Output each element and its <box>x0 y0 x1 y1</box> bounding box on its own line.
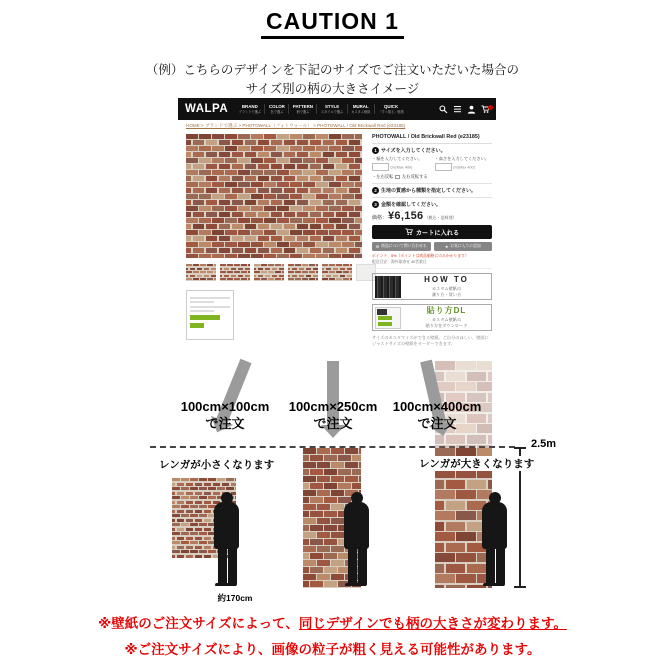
warning-line-1: ※壁紙のご注文サイズによって、同じデザインでも柄の大きさが変わります。 <box>98 616 567 631</box>
wall-height-label: 2.5m <box>531 438 557 450</box>
thumbnail-3[interactable] <box>254 264 284 281</box>
point-note: ポイント：5%（ポイントは商品価格にのみかかります） <box>372 254 469 258</box>
subtitle-line-2: サイズ別の柄の大きさイメージ <box>245 82 420 97</box>
search-icon[interactable] <box>439 105 448 114</box>
add-to-cart-button[interactable]: カートに入れる <box>372 225 492 239</box>
width-unit: cm(Max 400) <box>390 165 413 170</box>
flip-checkbox[interactable] <box>395 175 400 180</box>
mail-icon: ✉ <box>375 245 380 249</box>
order-label-100x250: 100cm×250cm で注文 <box>288 399 378 431</box>
step-2: 2 生地の質感から種類を指定してください。 <box>372 187 492 194</box>
webshop-screenshot <box>178 98 496 360</box>
step-3: 3 金額を確認してください。 <box>372 201 492 208</box>
nav-item-pattern[interactable]: PATTERN 柄で選ぶ <box>288 104 316 114</box>
flip-label: ・左右反転 <box>372 174 394 179</box>
site-header <box>178 98 496 120</box>
star-icon: ★ <box>444 245 449 249</box>
person-silhouette-middle <box>340 492 376 589</box>
secondary-buttons <box>372 242 492 251</box>
order-label-100x100: 100cm×100cm で注文 <box>180 399 270 431</box>
size-diagram-thumbnail <box>186 290 234 340</box>
caption-bricks-smaller: レンガが小さくなります <box>159 459 275 471</box>
breadcrumb[interactable]: HOME > ブランドで選ぶ > PHOTOWALL（フォトウォール） > PHOTOWALL / Old Brickwall Red (e23185) <box>186 123 406 128</box>
walpa-logo[interactable]: WALPA <box>185 103 229 115</box>
howto-title: HOW TO <box>424 275 469 285</box>
page-title: CAUTION 1 <box>0 8 665 39</box>
nav-item-color[interactable]: COLOR 色で選ぶ <box>264 104 288 114</box>
favorite-button[interactable]: ★ お気に入りに追加 <box>434 242 493 251</box>
panel-footer-note: サイズのカスタマイズができる壁紙。ご自分のほしい、壁面にジャストサイズの壁紙をオーダーできます。 <box>372 335 489 347</box>
inquiry-button[interactable]: ✉ 商品について問い合わせる <box>372 242 431 251</box>
price-label: 価格： <box>372 215 388 221</box>
order-label-100x400: 100cm×400cm で注文 <box>392 399 482 431</box>
flip-row <box>372 174 492 180</box>
caption-bricks-larger: レンガが大きくなります <box>419 458 535 470</box>
download-title: 貼り方DL <box>426 306 467 316</box>
main-nav <box>235 104 407 114</box>
height-unit: cm(Max 400) <box>452 165 475 170</box>
height-label: ・高さを入力してください。 <box>434 156 489 161</box>
download-image <box>375 307 401 329</box>
price-value: ¥6,156 <box>388 210 424 222</box>
list-icon[interactable] <box>453 105 462 114</box>
step-1: 1 サイズを入力してください。 <box>372 147 492 154</box>
header-icons <box>439 105 490 114</box>
page-subtitle <box>0 61 665 100</box>
size-inputs <box>372 156 492 171</box>
thumbnail-1[interactable] <box>186 264 216 281</box>
product-main-image <box>186 134 362 258</box>
person-silhouette-right <box>478 492 514 589</box>
product-panel <box>372 134 492 348</box>
download-box[interactable]: 貼り方DL カスタム壁紙の 貼り方をダウンロード <box>372 304 492 331</box>
howto-box[interactable]: HOW TO カスタム壁紙の 測り方・買い方 <box>372 273 492 300</box>
person-height-label: 約170cm <box>217 593 253 603</box>
price-note: （税込・送料別） <box>424 215 457 220</box>
thumbnail-4[interactable] <box>288 264 318 281</box>
user-icon[interactable] <box>467 105 476 114</box>
warning-line-2: ※ご注文サイズにより、画像の粒子が粗く見える可能性があります。 <box>124 642 541 657</box>
nav-item-mural[interactable]: MURAL カスタム壁紙 <box>347 104 374 114</box>
delivery-note: 配送目安：海外取寄せ 40営業日 <box>372 260 492 269</box>
product-title: PHOTOWALL / Old Brickwall Red (e23185) <box>372 134 492 144</box>
person-silhouette-left <box>210 492 246 589</box>
howto-image <box>375 276 401 298</box>
cart-badge <box>488 105 493 110</box>
cart-icon[interactable] <box>481 105 490 114</box>
nav-item-brand[interactable]: BRAND ブランドで選ぶ <box>238 104 261 114</box>
thumbnail-2[interactable] <box>220 264 250 281</box>
cart-icon <box>405 228 413 236</box>
nav-item-quick[interactable]: QUICK 「すぐ貼る」壁紙 <box>374 104 408 114</box>
height-input[interactable] <box>435 163 452 171</box>
subtitle-line-1: （例）こちらのデザインを下記のサイズでご注文いただいた場合の <box>145 63 520 77</box>
nav-item-style[interactable]: STYLE スタイルで選ぶ <box>316 104 346 114</box>
flip-option-label: 左右反転する <box>401 174 428 179</box>
width-label: ・幅を入力してください。 <box>372 156 423 161</box>
product-thumbnails <box>186 264 376 281</box>
width-input[interactable] <box>372 163 389 171</box>
thumbnail-5[interactable] <box>322 264 352 281</box>
price-row <box>372 210 492 222</box>
